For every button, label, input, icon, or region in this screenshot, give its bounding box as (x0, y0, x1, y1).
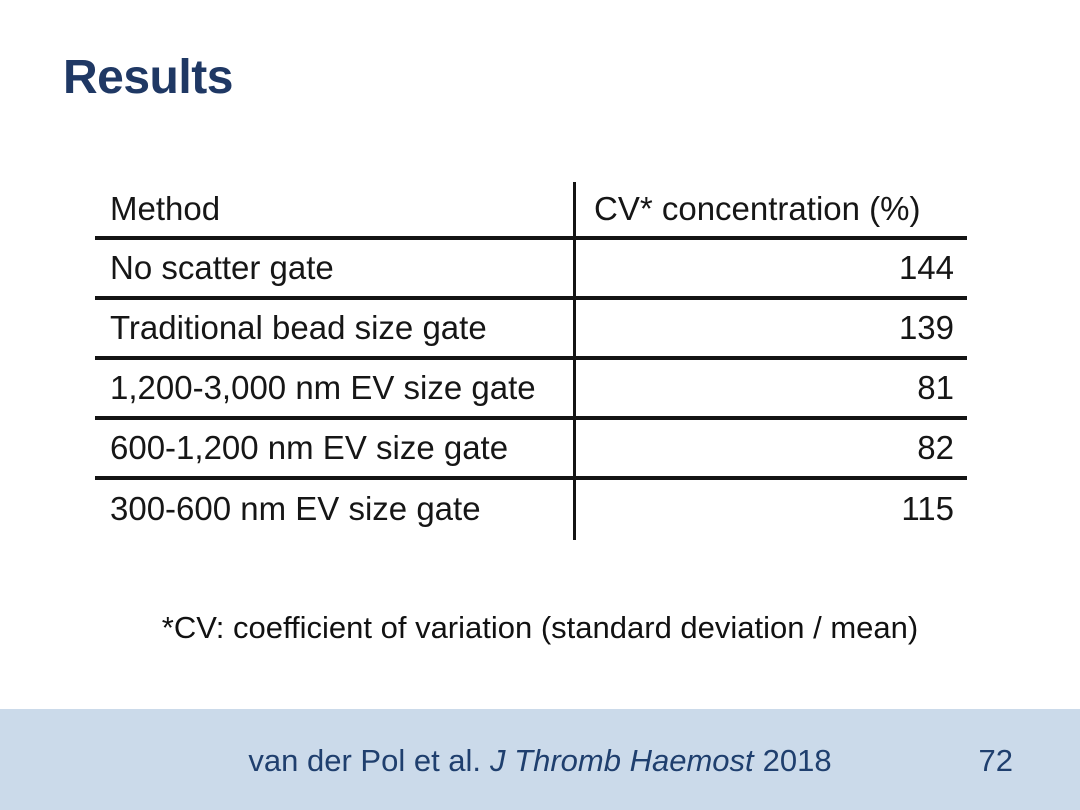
citation-text (0, 743, 1080, 779)
page-number: 72 (978, 743, 1013, 778)
method-cell: 1,200-3,000 nm EV size gate (110, 369, 536, 406)
table-row (95, 480, 967, 538)
citation-year: 2018 (762, 743, 832, 778)
value-cell: 82 (917, 429, 954, 466)
column-header-cv-concentration: CV* concentration (%) (594, 190, 921, 227)
table-header-row (95, 182, 967, 240)
method-cell: No scatter gate (110, 249, 334, 286)
page-title: Results (63, 51, 233, 104)
table-row (95, 300, 967, 360)
footnote-text: *CV: coefficient of variation (standard deviation / mean) (161, 610, 919, 645)
results-table (95, 182, 967, 540)
value-cell: 81 (917, 369, 954, 406)
method-cell: 600-1,200 nm EV size gate (110, 429, 509, 466)
table-row (95, 360, 967, 420)
column-header-method: Method (110, 190, 221, 227)
value-cell: 144 (898, 249, 954, 286)
value-cell: 115 (901, 490, 954, 527)
journal-name: J Thromb Haemost (490, 743, 754, 778)
table-row (95, 240, 967, 300)
citation-authors: van der Pol et al. (248, 743, 482, 778)
vertical-divider-line (573, 182, 576, 540)
method-cell: Traditional bead size gate (110, 309, 487, 346)
method-cell: 300-600 nm EV size gate (110, 490, 481, 527)
table-row (95, 420, 967, 480)
value-cell: 139 (898, 309, 954, 346)
footer-bar (0, 709, 1080, 810)
